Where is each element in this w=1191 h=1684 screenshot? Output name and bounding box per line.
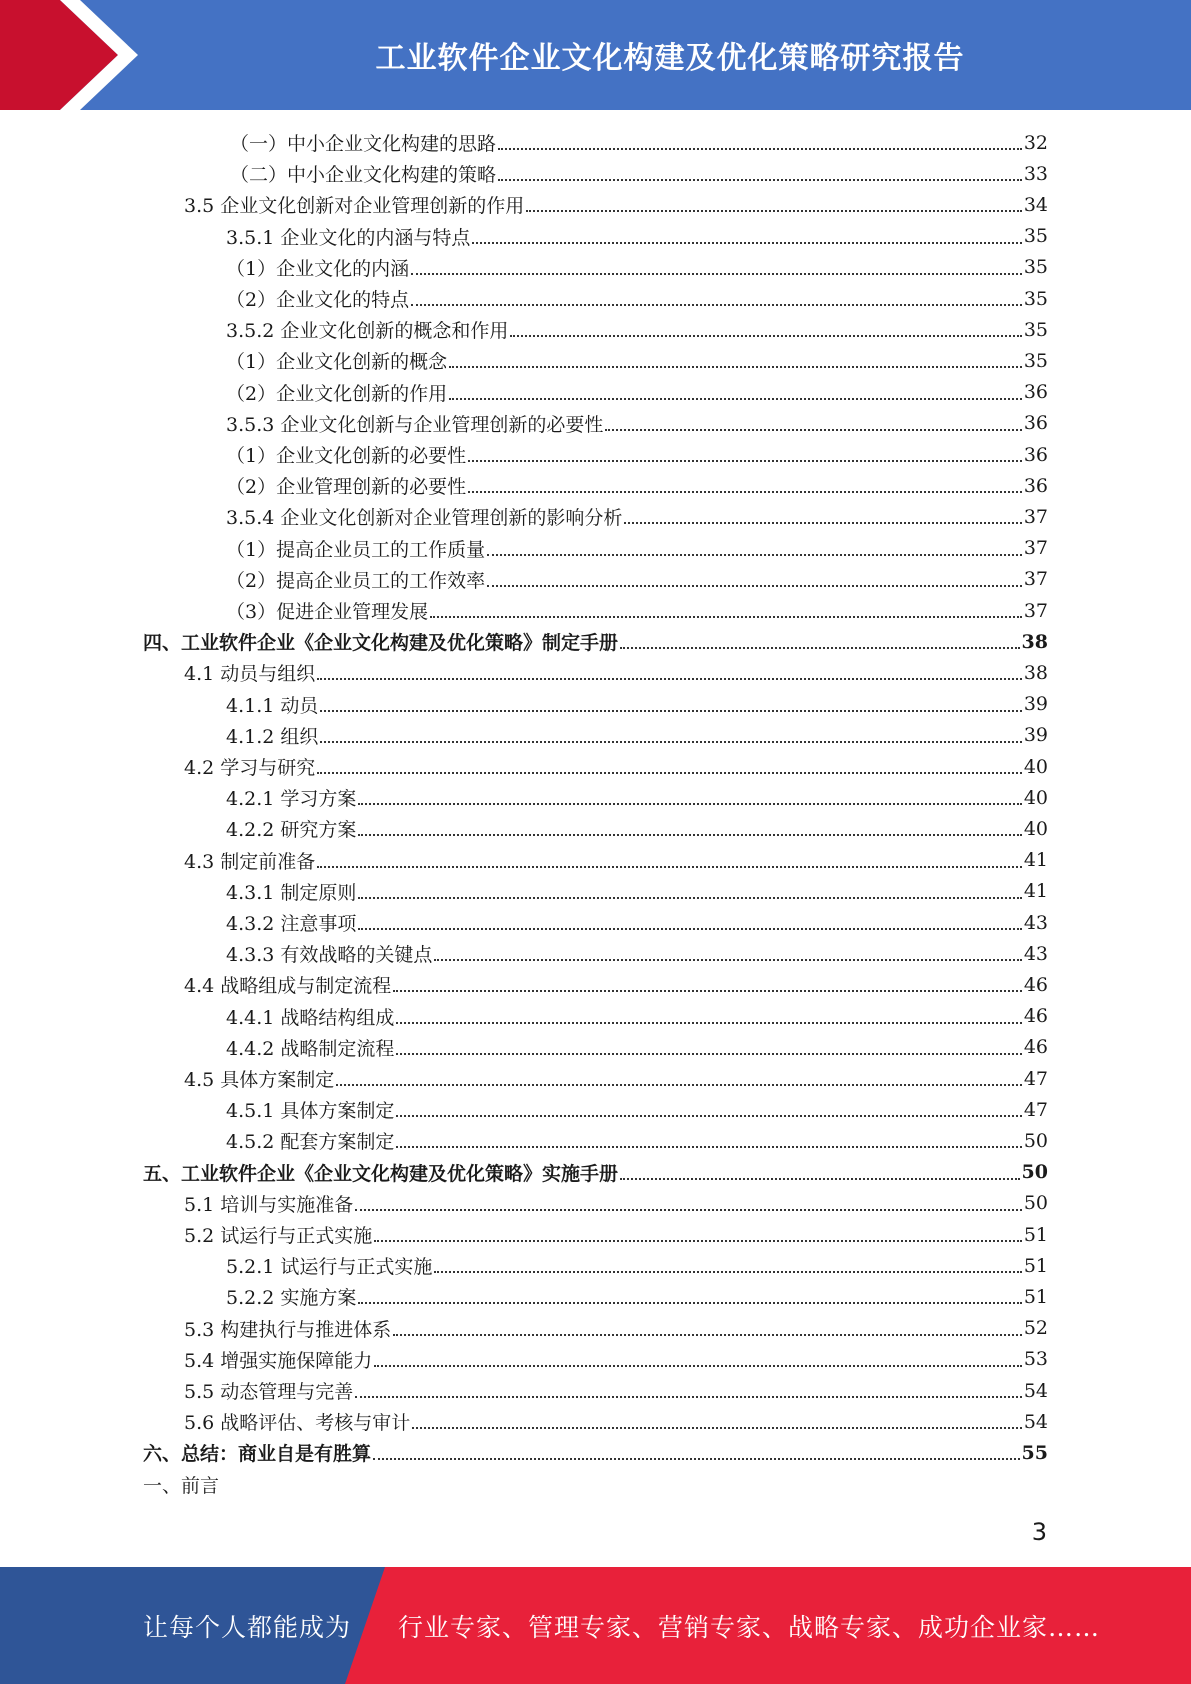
toc-entry-title: 4.1.1 动员 [226, 694, 319, 717]
toc-entry-title: （1）企业文化创新的概念 [226, 351, 448, 374]
toc-entry-title: 3.5.3 企业文化创新与企业管理创新的必要性 [226, 413, 604, 436]
footer-slogan-left: 让每个人都能成为 [143, 1612, 352, 1642]
toc-entry-page: 39 [1023, 693, 1048, 716]
toc-entry[interactable] [226, 283, 1048, 314]
toc-leader-dots [358, 927, 1021, 930]
toc-entry-title: （1）企业文化的内涵 [226, 257, 410, 280]
toc-entry-page: 36 [1023, 381, 1048, 404]
toc-entry-page: 38 [1021, 630, 1048, 653]
toc-entry-title: 4.2 学习与研究 [184, 757, 316, 779]
toc-leader-dots [393, 989, 1022, 992]
toc-entry-title: 5.1 培训与实施准备 [184, 1193, 354, 1216]
toc-leader-dots [374, 1364, 1022, 1367]
toc-leader-dots [320, 709, 1021, 712]
toc-entry-title: 5.4 增强实施保障能力 [184, 1349, 373, 1372]
toc-entry-title: 一、前言 [143, 1474, 220, 1497]
toc-leader-dots [336, 1083, 1022, 1086]
toc-entry-page: 41 [1023, 880, 1048, 903]
toc-leader-dots [358, 1301, 1021, 1304]
toc-leader-dots [411, 272, 1022, 275]
toc-entry-title: 五、工业软件企业《企业文化构建及优化策略》实施手册 [143, 1162, 619, 1185]
toc-leader-dots [487, 553, 1022, 556]
toc-entry[interactable] [226, 876, 1048, 907]
toc-entry[interactable] [184, 189, 1048, 220]
toc-entry-page: 41 [1023, 849, 1048, 872]
toc-entry-title: 4.3.1 制定原则 [226, 881, 357, 904]
page-number: 3 [1031, 1518, 1047, 1546]
toc-leader-dots [373, 1457, 1020, 1460]
toc-entry-title: 4.1.2 组织 [226, 725, 319, 748]
toc-entry-title: （3）促进企业管理发展 [226, 601, 429, 623]
toc-leader-dots [317, 865, 1022, 868]
toc-entry[interactable] [226, 1032, 1048, 1063]
toc-entry[interactable] [226, 1250, 1048, 1281]
toc-entry-page: 35 [1023, 225, 1048, 248]
toc-entry-title: 5.3 构建执行与推进体系 [184, 1318, 392, 1341]
toc-leader-dots [468, 490, 1022, 493]
toc-entry[interactable] [184, 1344, 1048, 1375]
toc-entry[interactable] [184, 1375, 1048, 1406]
toc-leader-dots [396, 1145, 1021, 1148]
toc-entry-title: 4.4.2 战略制定流程 [226, 1037, 395, 1060]
toc-entry[interactable] [230, 127, 1048, 158]
toc-entry-title: （一）中小企业文化构建的思路 [230, 133, 497, 155]
toc-entry-page: 55 [1021, 1441, 1048, 1464]
toc-entry[interactable] [184, 1188, 1048, 1219]
toc-entry-title: 4.3.3 有效战略的关键点 [226, 944, 433, 967]
toc-leader-dots [396, 1052, 1021, 1055]
toc-leader-dots [487, 584, 1022, 587]
page-header [0, 0, 1191, 110]
page-footer [0, 1567, 1191, 1684]
toc-leader-dots [449, 397, 1022, 400]
toc-entry-title: 4.4 战略组成与制定流程 [184, 975, 392, 998]
toc-entry-title: 5.6 战略评估、考核与审计 [184, 1412, 411, 1435]
toc-leader-dots [317, 771, 1022, 774]
toc-entry-page: 54 [1023, 1379, 1048, 1402]
toc-entry-page: 50 [1023, 1192, 1048, 1215]
toc-entry[interactable] [184, 1219, 1048, 1250]
toc-entry-page: 34 [1023, 193, 1048, 216]
toc-entry-title: （2）企业文化的特点 [226, 289, 410, 311]
toc-entry[interactable] [226, 470, 1048, 501]
toc-entry[interactable] [230, 158, 1048, 189]
toc-entry[interactable] [226, 1281, 1048, 1312]
toc-entry-title: 5.2.2 实施方案 [226, 1287, 357, 1310]
toc-leader-dots [358, 896, 1021, 899]
toc-entry[interactable] [184, 1406, 1048, 1437]
toc-entry-page: 40 [1023, 755, 1048, 778]
toc-entry-title: 3.5.4 企业文化创新对企业管理创新的影响分析 [226, 507, 623, 530]
toc-leader-dots [510, 334, 1021, 337]
toc-entry[interactable] [226, 813, 1048, 844]
toc-entry[interactable] [226, 720, 1048, 751]
toc-leader-dots [605, 428, 1021, 431]
toc-entry-title: 4.4.1 战略结构组成 [226, 1006, 395, 1029]
toc-entry-page: 50 [1021, 1161, 1048, 1184]
toc-leader-dots [498, 147, 1022, 150]
toc-entry[interactable] [226, 408, 1048, 439]
toc-entry-title: （2）企业管理创新的必要性 [226, 476, 467, 499]
toc-leader-dots [396, 1021, 1021, 1024]
toc-entry-title: （2）企业文化创新的作用 [226, 382, 448, 405]
toc-entry[interactable] [184, 969, 1048, 1000]
toc-entry-page: 53 [1023, 1348, 1048, 1371]
toc-entry-page: 40 [1023, 786, 1048, 809]
toc-entry[interactable] [226, 533, 1048, 564]
toc-entry-page: 50 [1023, 1129, 1048, 1152]
toc-leader-dots [468, 459, 1022, 462]
toc-leader-dots [620, 646, 1020, 649]
toc-entry[interactable] [143, 1437, 1048, 1468]
toc-entry-title: 3.5.2 企业文化创新的概念和作用 [226, 320, 509, 343]
toc-entry[interactable] [226, 782, 1048, 813]
toc-entry-page: 35 [1023, 318, 1048, 341]
toc-entry-title: 四、工业软件企业《企业文化构建及优化策略》制定手册 [143, 632, 619, 655]
toc-leader-dots [624, 521, 1021, 524]
toc-entry[interactable] [226, 345, 1048, 376]
toc-entry-page: 36 [1023, 443, 1048, 466]
toc-entry-title: 4.1 动员与组织 [184, 663, 316, 686]
toc-entry-title: 4.3 制定前准备 [184, 850, 316, 873]
toc-entry-title: 4.5.2 配套方案制定 [226, 1131, 395, 1154]
toc-entry-title: 3.5 企业文化创新对企业管理创新的作用 [184, 195, 525, 218]
toc-entry[interactable] [226, 595, 1048, 626]
toc-entry-page: 39 [1023, 724, 1048, 747]
toc-entry-title: 4.3.2 注意事项 [226, 913, 357, 935]
toc-entry-title: （二）中小企业文化构建的策略 [230, 164, 497, 187]
toc-entry[interactable] [143, 1469, 219, 1500]
toc-entry-page: 46 [1023, 1036, 1048, 1059]
toc-leader-dots [434, 1270, 1021, 1273]
toc-entry[interactable] [184, 751, 1048, 782]
toc-entry-page: 35 [1023, 349, 1048, 372]
toc-entry[interactable] [226, 314, 1048, 345]
toc-entry-title: （1）企业文化创新的必要性 [226, 445, 467, 467]
toc-leader-dots [498, 178, 1022, 181]
toc-leader-dots [620, 1177, 1020, 1180]
toc-entry[interactable] [226, 938, 1048, 969]
toc-entry[interactable] [184, 1313, 1048, 1344]
toc-entry-page: 40 [1023, 817, 1048, 840]
toc-entry-page: 52 [1023, 1317, 1048, 1340]
toc-leader-dots [374, 1239, 1022, 1242]
toc-leader-dots [355, 1395, 1022, 1398]
toc-entry-title: 5.2 试运行与正式实施 [184, 1225, 373, 1247]
toc-entry[interactable] [226, 689, 1048, 720]
footer-slogan-right: 行业专家、管理专家、营销专家、战略专家、成功企业家…… [398, 1612, 1101, 1642]
toc-entry[interactable] [226, 1001, 1048, 1032]
toc-entry-title: 4.5 具体方案制定 [184, 1069, 335, 1091]
toc-entry[interactable] [226, 252, 1048, 283]
toc-leader-dots [472, 241, 1021, 244]
toc-entry-page: 37 [1023, 537, 1048, 560]
toc-entry-page: 51 [1023, 1285, 1048, 1308]
toc-entry-title: 5.5 动态管理与完善 [184, 1381, 354, 1403]
toc-leader-dots [412, 1426, 1022, 1429]
toc-entry-title: 3.5.1 企业文化的内涵与特点 [226, 226, 471, 249]
toc-entry-page: 51 [1023, 1254, 1048, 1277]
toc-leader-dots [320, 740, 1021, 743]
toc-leader-dots [434, 958, 1021, 961]
toc-entry-page: 43 [1023, 911, 1048, 934]
toc-entry-title: （2）提高企业员工的工作效率 [226, 569, 486, 592]
toc-entry[interactable] [226, 907, 1048, 938]
toc-entry-title: 六、总结：商业自是有胜算 [143, 1443, 372, 1466]
toc-entry-page: 46 [1023, 973, 1048, 996]
toc-entry-page: 38 [1023, 661, 1048, 684]
toc-entry-page: 47 [1023, 1098, 1048, 1121]
toc-leader-dots [358, 802, 1021, 805]
toc-entry-page: 33 [1023, 162, 1048, 185]
toc-entry-page: 37 [1023, 505, 1048, 528]
toc-entry-page: 54 [1023, 1410, 1048, 1433]
toc-entry-title: 4.5.1 具体方案制定 [226, 1100, 395, 1123]
toc-entry[interactable] [226, 1094, 1048, 1125]
toc-entry-page: 37 [1023, 599, 1048, 622]
toc-entry-page: 43 [1023, 942, 1048, 965]
toc-entry-page: 36 [1023, 412, 1048, 435]
toc-entry-title: 4.2.1 学习方案 [226, 788, 357, 811]
toc-entry-page: 35 [1023, 256, 1048, 279]
toc-leader-dots [358, 833, 1021, 836]
toc-entry[interactable] [143, 1157, 1048, 1188]
toc-entry[interactable] [143, 626, 1048, 657]
toc-entry-page: 36 [1023, 474, 1048, 497]
toc-leader-dots [449, 365, 1022, 368]
toc-leader-dots [526, 209, 1022, 212]
toc-leader-dots [411, 303, 1022, 306]
toc-entry[interactable] [184, 657, 1048, 688]
toc-entry-page: 37 [1023, 568, 1048, 591]
toc-entry[interactable] [226, 564, 1048, 595]
toc-entry-title: （1）提高企业员工的工作质量 [226, 538, 486, 561]
toc-entry-page: 35 [1023, 287, 1048, 310]
toc-entry[interactable] [226, 377, 1048, 408]
toc-entry-title: 4.2.2 研究方案 [226, 819, 357, 842]
document-title: 工业软件企业文化构建及优化策略研究报告 [375, 41, 965, 76]
toc-entry-page: 51 [1023, 1223, 1048, 1246]
toc-entry[interactable] [184, 845, 1048, 876]
toc-leader-dots [317, 677, 1022, 680]
toc-entry[interactable] [226, 501, 1048, 532]
toc-entry[interactable] [184, 1063, 1048, 1094]
toc-entry-page: 47 [1023, 1067, 1048, 1090]
toc-leader-dots [396, 1114, 1021, 1117]
toc-entry[interactable] [226, 439, 1048, 470]
toc-entry-page: 46 [1023, 1005, 1048, 1028]
toc-entry[interactable] [226, 1125, 1048, 1156]
toc-leader-dots [355, 1208, 1022, 1211]
toc-entry[interactable] [226, 221, 1048, 252]
toc-entry-page: 32 [1023, 131, 1048, 154]
toc-leader-dots [430, 615, 1022, 618]
toc-entry-title: 5.2.1 试运行与正式实施 [226, 1256, 433, 1279]
toc-leader-dots [393, 1333, 1022, 1336]
